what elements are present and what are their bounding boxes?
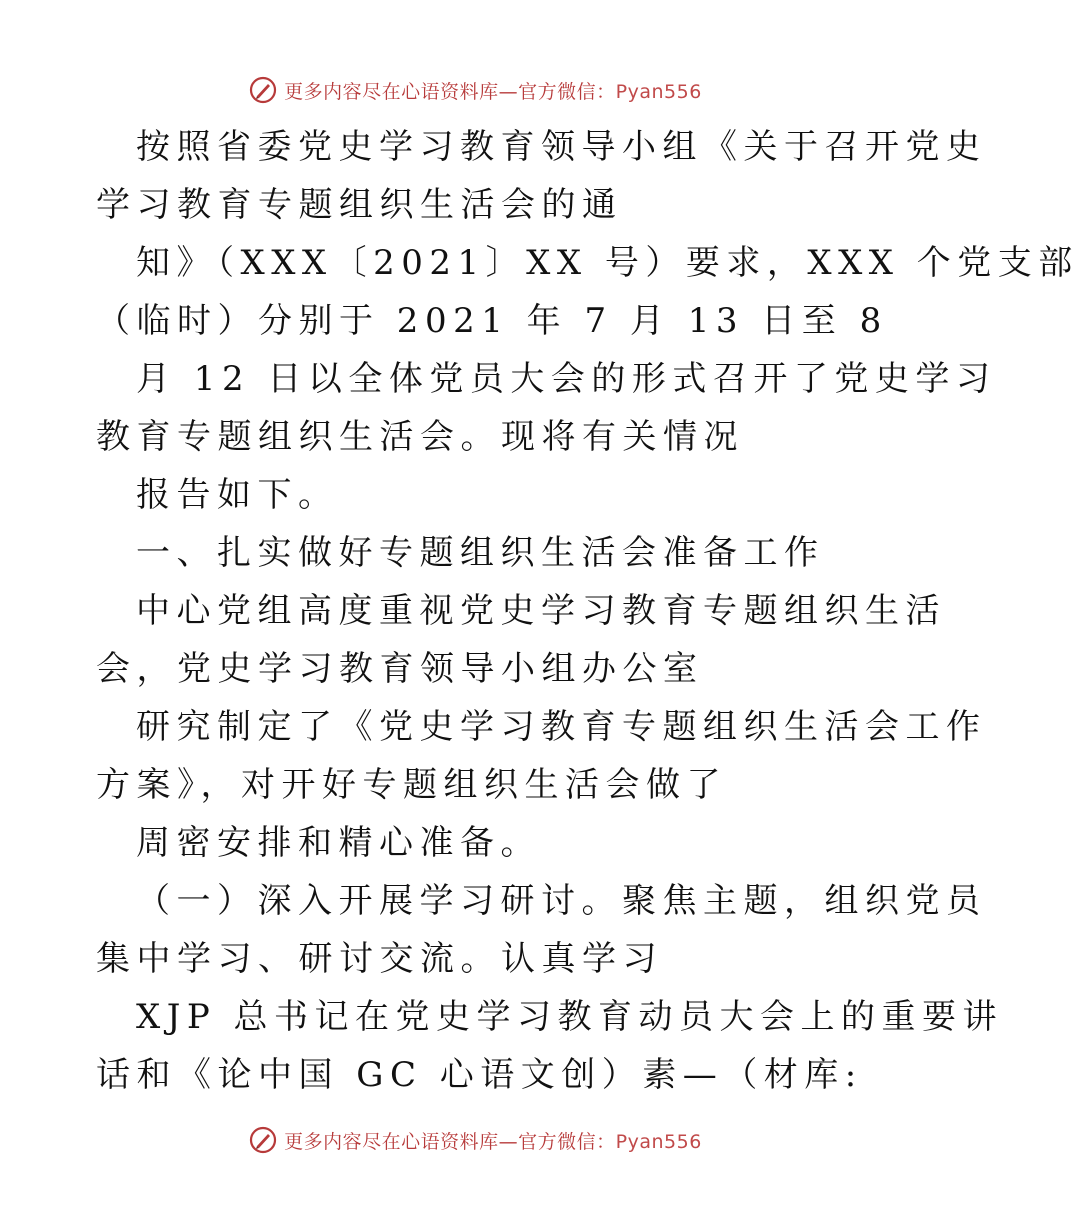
watermark-handle: Pyan556 [615, 80, 702, 103]
text-line: 按照省委党史学习教育领导小组《关于召开党史 [136, 127, 987, 167]
text-line: 话和《论中国 GC 心语文创）素—（材库: [96, 1055, 863, 1095]
text-line: 中心党组高度重视党史学习教育专题组织生活 [136, 591, 946, 631]
text-line: 学习教育专题组织生活会的通 [96, 185, 623, 225]
subsection-heading: （一）深入开展学习研讨。聚焦主题，组织党员 [136, 881, 987, 921]
header-watermark-banner [0, 72, 950, 108]
text-line: 方案》，对开好专题组织生活会做了 [96, 765, 727, 805]
document-body [96, 118, 1079, 1104]
watermark-text [284, 1127, 702, 1154]
text-line: 周密安排和精心准备。 [136, 823, 541, 863]
text-line: 月 12 日以全体党员大会的形式召开了党史学习 [136, 359, 997, 399]
quill-logo-icon [248, 1125, 278, 1155]
watermark-text [284, 77, 702, 104]
watermark-label: 更多内容尽在心语资料库—官方微信： [284, 80, 616, 103]
quill-logo-icon [248, 75, 278, 105]
section-heading: 一、扎实做好专题组织生活会准备工作 [136, 533, 825, 573]
footer-watermark-banner [0, 1122, 950, 1158]
text-line: 教育专题组织生活会。现将有关情况 [96, 417, 744, 457]
text-line: 知》（XXX〔2021〕XX 号）要求，XXX 个党支部 [136, 243, 1079, 283]
text-line: 会，党史学习教育领导小组办公室 [96, 649, 704, 689]
text-line: 报告如下。 [136, 475, 339, 515]
watermark-handle: Pyan556 [615, 1130, 702, 1153]
text-line: XJP 总书记在党史学习教育动员大会上的重要讲 [136, 997, 1004, 1037]
text-line: （临时）分别于 2021 年 7 月 13 日至 8 [96, 301, 888, 341]
text-line: 研究制定了《党史学习教育专题组织生活会工作 [136, 707, 987, 747]
text-line: 集中学习、研讨交流。认真学习 [96, 939, 663, 979]
watermark-label: 更多内容尽在心语资料库—官方微信： [284, 1130, 616, 1153]
